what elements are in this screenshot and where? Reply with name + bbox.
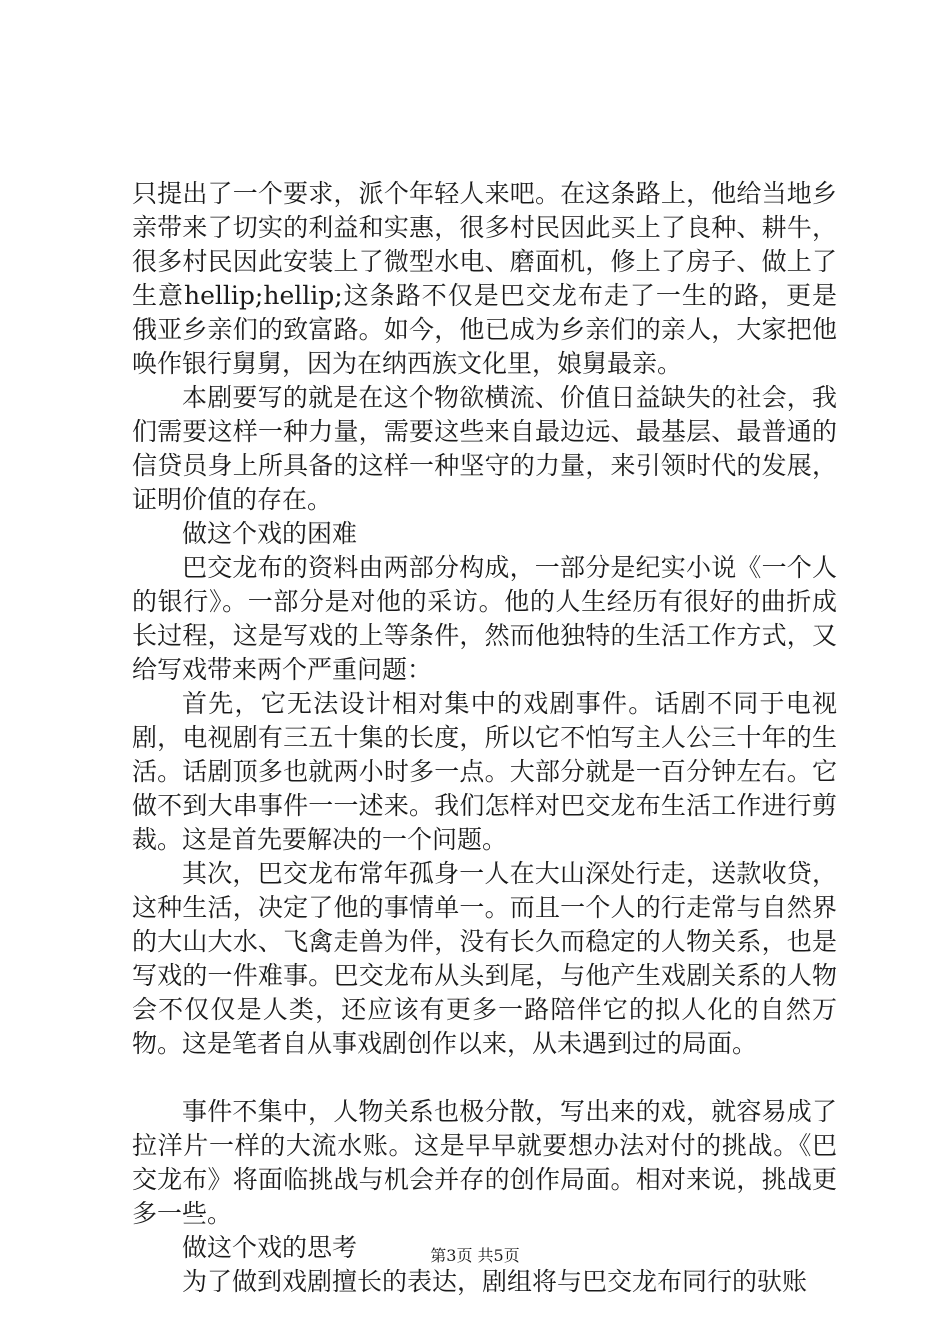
paragraph-materials: 巴交龙布的资料由两部分构成，一部分是纪实小说《一个人的银行》。一部分是对他的采访。他的人生经历有很好的曲折成长过程，这是写戏的上等条件，然而他独特的生活工作方式，又给写戏带来两个严重问题： xyxy=(132,553,837,684)
paragraph-purpose: 本剧要写的就是在这个物欲横流、价值日益缺失的社会，我们需要这样一种力量，需要这些来自最边远、最基层、最普通的信贷员身上所具备的这样一种坚守的力量，来引领时代的发展，证明价值的存在。 xyxy=(132,383,837,514)
body-text xyxy=(132,177,837,1299)
paragraph-expression: 为了做到戏剧擅长的表达，剧组将与巴交龙布同行的驮账 xyxy=(182,1267,808,1296)
paragraph-challenge: 事件不集中，人物关系也极分散，写出来的戏，就容易成了拉洋片一样的大流水账。这是早早就要想办法对付的挑战。《巴交龙布》将面临挑战与机会并存的创作局面。相对来说，挑战更多一些。 xyxy=(132,1097,837,1228)
paragraph-continuation: 只提出了一个要求，派个年轻人来吧。在这条路上，他给当地乡亲带来了切实的利益和实惠，很多村民因此买上了良种、耕牛，很多村民因此安装上了微型水电、磨面机，修上了房子、做上了生意hellip;hellip;这条路不仅是巴交龙布走了一生的路，更是俄亚乡亲们的致富路。如今，他已成为乡亲们的亲人，大家把他唤作银行舅舅，因为在纳西族文化里，娘舅最亲。 xyxy=(132,179,837,378)
page-number-footer: 第3页 共5页 xyxy=(430,1246,520,1265)
paragraph-first-problem: 首先，它无法设计相对集中的戏剧事件。话剧不同于电视剧，电视剧有三五十集的长度，所以它不怕写主人公三十年的生活。话剧顶多也就两小时多一点。大部分就是一百分钟左右。它做不到大串事件一一述来。我们怎样对巴交龙布生活工作进行剪裁。这是首先要解决的一个问题。 xyxy=(132,689,837,854)
paragraph-second-problem: 其次，巴交龙布常年孤身一人在大山深处行走，送款收贷，这种生活，决定了他的事情单一。而且一个人的行走常与自然界的大山大水、飞禽走兽为伴，没有长久而稳定的人物关系，也是写戏的一件难事。巴交龙布从头到尾，与他产生戏剧关系的人物会不仅仅是人类，还应该有更多一路陪伴它的拟人化的自然万物。这是笔者自从事戏剧创作以来，从未遇到过的局面。 xyxy=(132,859,837,1058)
section-heading-thoughts: 做这个戏的思考 xyxy=(182,1233,358,1262)
section-heading-difficulties: 做这个戏的困难 xyxy=(182,519,358,548)
